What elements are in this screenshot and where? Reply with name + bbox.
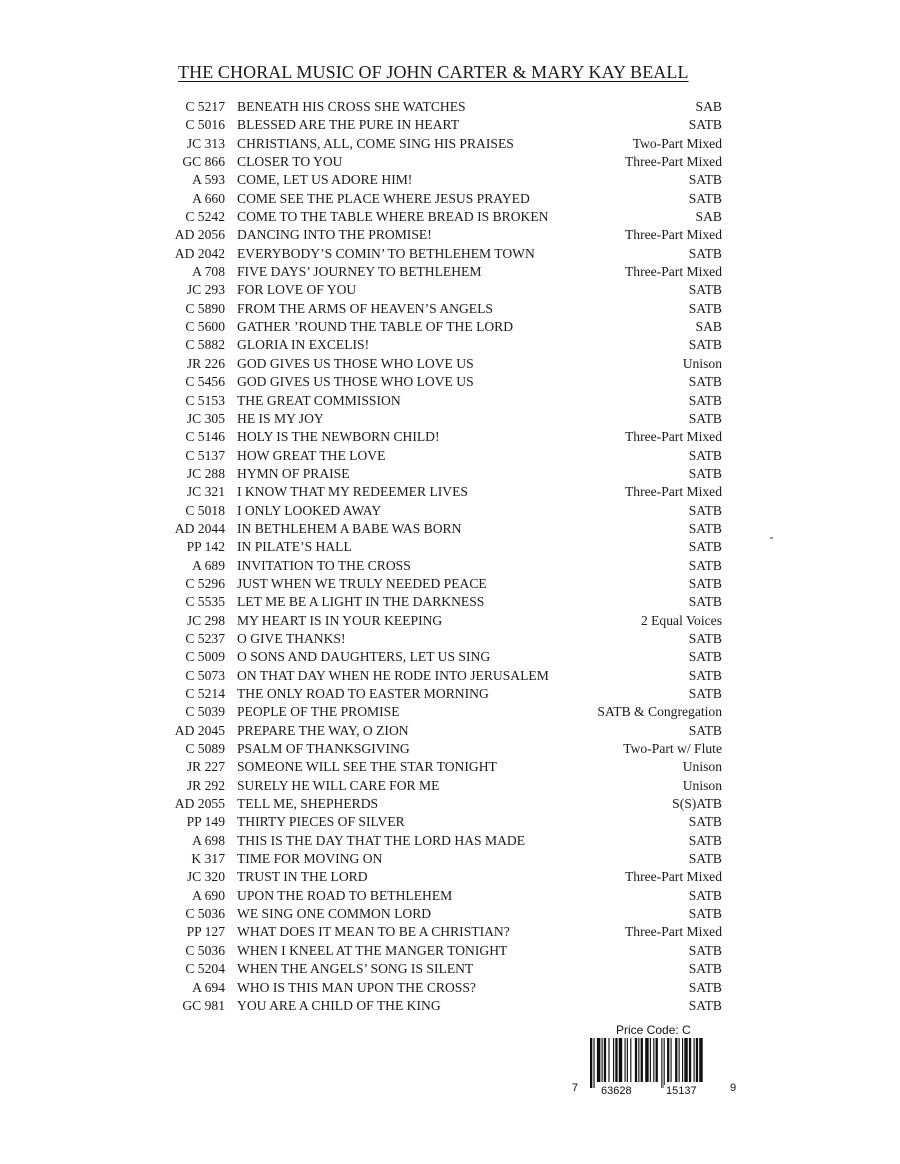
catalog-code: JC 320 — [186, 869, 225, 885]
barcode-bar — [699, 1038, 702, 1082]
barcode-bar — [635, 1038, 637, 1082]
barcode-bar — [638, 1038, 639, 1082]
catalog-code: C 5018 — [185, 502, 225, 518]
catalog-row — [150, 336, 722, 354]
catalog-title: PEOPLE OF THE PROMISE — [237, 704, 400, 720]
barcode-bar — [684, 1038, 687, 1082]
catalog-title: GLORIA IN EXCELIS! — [237, 337, 370, 353]
catalog-title: GOD GIVES US THOSE WHO LOVE US — [237, 374, 474, 390]
catalog-code: C 5039 — [185, 704, 225, 720]
barcode-bar — [590, 1038, 592, 1088]
catalog-code: C 5089 — [185, 741, 225, 757]
catalog-code: PP 142 — [186, 539, 225, 555]
catalog-row — [150, 135, 722, 153]
catalog-title: O SONS AND DAUGHTERS, LET US SING — [237, 649, 491, 665]
catalog-code: A 689 — [192, 557, 225, 573]
catalog-code: JC 298 — [186, 612, 225, 628]
barcode-bar — [667, 1038, 669, 1082]
catalog-title: BLESSED ARE THE PURE IN HEART — [237, 117, 460, 133]
catalog-row — [150, 612, 722, 630]
catalog-code: C 5036 — [185, 906, 225, 922]
catalog-row — [150, 777, 722, 795]
barcode-bar — [613, 1038, 614, 1082]
barcode-bars — [590, 1038, 760, 1088]
catalog-voicing: SATB — [688, 649, 722, 665]
catalog-voicing: SATB — [688, 722, 722, 738]
catalog-row — [150, 648, 722, 666]
catalog-voicing: SATB — [688, 539, 722, 555]
catalog-row — [150, 575, 722, 593]
catalog-code: AD 2055 — [174, 796, 225, 812]
catalog-code: A 708 — [192, 264, 225, 280]
stray-mark — [770, 537, 773, 539]
catalog-title: COME, LET US ADORE HIM! — [237, 172, 413, 188]
catalog-code: PP 127 — [186, 924, 225, 940]
catalog-title: PSALM OF THANKSGIVING — [237, 741, 410, 757]
catalog-title: I KNOW THAT MY REDEEMER LIVES — [237, 484, 468, 500]
catalog-voicing: SATB — [688, 520, 722, 536]
catalog-code: GC 981 — [182, 997, 225, 1013]
catalog-row — [150, 813, 722, 831]
catalog-title: FROM THE ARMS OF HEAVEN’S ANGELS — [237, 300, 493, 316]
catalog-voicing: SATB — [688, 814, 722, 830]
catalog-title: TELL ME, SHEPHERDS — [237, 796, 379, 812]
catalog-row — [150, 758, 722, 776]
catalog-title: HE IS MY JOY — [237, 410, 324, 426]
catalog-title: LET ME BE A LIGHT IN THE DARKNESS — [237, 594, 485, 610]
catalog-row — [150, 392, 722, 410]
catalog-voicing: Two-Part w/ Flute — [623, 741, 722, 757]
catalog-title: MY HEART IS IN YOUR KEEPING — [237, 612, 443, 628]
catalog-voicing: SATB — [688, 906, 722, 922]
catalog-voicing: SATB — [688, 667, 722, 683]
catalog-voicing: SATB — [688, 282, 722, 298]
catalog-voicing: S(S)ATB — [672, 796, 722, 812]
catalog-row — [150, 685, 722, 703]
catalog-code: C 5535 — [185, 594, 225, 610]
page-title: THE CHORAL MUSIC OF JOHN CARTER & MARY KAY BEALL — [178, 62, 689, 82]
catalog-row — [150, 465, 722, 483]
catalog-row — [150, 410, 722, 428]
catalog-code: JC 288 — [186, 465, 225, 481]
catalog-row — [150, 318, 722, 336]
catalog-code: C 5242 — [185, 209, 225, 225]
barcode-right-digits: 15137 — [666, 1085, 697, 1097]
catalog-code: PP 149 — [186, 814, 225, 830]
barcode-bar — [689, 1038, 691, 1082]
catalog-code: C 5009 — [185, 649, 225, 665]
catalog-row — [150, 373, 722, 391]
catalog-title: IN BETHLEHEM A BABE WAS BORN — [237, 520, 462, 536]
catalog-row — [150, 428, 722, 446]
catalog-code: C 5882 — [185, 337, 225, 353]
catalog-title: TIME FOR MOVING ON — [237, 851, 383, 867]
catalog-voicing: Three-Part Mixed — [624, 869, 722, 885]
catalog-row — [150, 153, 722, 171]
catalog-code: C 5146 — [185, 429, 225, 445]
catalog-voicing: SATB — [688, 117, 722, 133]
catalog-code: C 5456 — [185, 374, 225, 390]
catalog-row — [150, 960, 722, 978]
catalog-code: AD 2045 — [174, 722, 225, 738]
catalog-code: C 5600 — [185, 319, 225, 335]
barcode-bar — [593, 1038, 594, 1088]
catalog-code: C 5890 — [185, 300, 225, 316]
catalog-voicing: SATB — [688, 410, 722, 426]
catalog-voicing: SATB — [688, 851, 722, 867]
barcode-bar — [604, 1038, 606, 1082]
barcode-bar — [671, 1038, 672, 1082]
catalog-title: TRUST IN THE LORD — [237, 869, 368, 885]
barcode-bar — [656, 1038, 658, 1082]
catalog-title: EVERYBODY’S COMIN’ TO BETHLEHEM TOWN — [237, 245, 535, 261]
catalog-title: THIS IS THE DAY THAT THE LORD HAS MADE — [237, 832, 526, 848]
catalog-title: HOLY IS THE NEWBORN CHILD! — [237, 429, 440, 445]
catalog-title: DANCING INTO THE PROMISE! — [237, 227, 432, 243]
catalog-code: C 5296 — [185, 575, 225, 591]
catalog-voicing: 2 Equal Voices — [640, 612, 722, 628]
catalog-voicing: Three-Part Mixed — [624, 484, 722, 500]
catalog-row — [150, 593, 722, 611]
barcode-bar — [645, 1038, 648, 1082]
catalog-title: IN PILATE’S HALL — [237, 539, 352, 555]
catalog-voicing: SATB — [688, 557, 722, 573]
catalog-row — [150, 795, 722, 813]
catalog-title: WHEN THE ANGELS’ SONG IS SILENT — [237, 961, 474, 977]
barcode-bar — [661, 1038, 662, 1088]
catalog-row — [150, 483, 722, 501]
catalog-voicing: SATB — [688, 502, 722, 518]
catalog-voicing: Three-Part Mixed — [624, 264, 722, 280]
catalog-voicing: SATB — [688, 942, 722, 958]
catalog-row — [150, 923, 722, 941]
catalog-voicing: SATB — [688, 300, 722, 316]
catalog-voicing: SAB — [695, 99, 722, 114]
catalog-title: WHEN I KNEEL AT THE MANGER TONIGHT — [237, 942, 508, 958]
catalog-title: GOD GIVES US THOSE WHO LOVE US — [237, 355, 474, 371]
catalog-voicing: Three-Part Mixed — [624, 227, 722, 243]
barcode-bar — [602, 1038, 603, 1082]
catalog-code: JC 321 — [186, 484, 225, 500]
catalog-voicing: Unison — [682, 759, 722, 775]
catalog-row — [150, 703, 722, 721]
barcode-bar — [608, 1038, 609, 1082]
catalog-voicing: Three-Part Mixed — [624, 924, 722, 940]
catalog-voicing: Three-Part Mixed — [624, 154, 722, 170]
catalog-code: A 593 — [192, 172, 225, 188]
catalog-voicing: SATB — [688, 686, 722, 701]
catalog-title: INVITATION TO THE CROSS — [237, 557, 411, 573]
catalog-row — [150, 281, 722, 299]
catalog-row — [150, 887, 722, 905]
catalog-code: JR 227 — [186, 759, 225, 775]
catalog-voicing: SATB — [688, 172, 722, 188]
barcode-bar — [694, 1038, 695, 1082]
catalog-voicing: SATB — [688, 447, 722, 463]
catalog-voicing: SAB — [695, 209, 722, 225]
barcode-check-digit: 9 — [730, 1082, 737, 1094]
catalog-code: A 660 — [192, 190, 225, 206]
catalog-title: I ONLY LOOKED AWAY — [237, 502, 382, 518]
catalog-row — [150, 355, 722, 373]
catalog-row — [150, 263, 722, 281]
catalog-code: A 690 — [192, 887, 225, 903]
catalog-voicing: SATB — [688, 575, 722, 591]
catalog-voicing: SATB — [688, 374, 722, 390]
catalog-row — [150, 520, 722, 538]
catalog-title: HOW GREAT THE LOVE — [237, 447, 386, 463]
catalog-code: JR 292 — [186, 777, 225, 793]
catalog-row — [150, 667, 722, 685]
catalog-code: C 5214 — [185, 686, 225, 701]
catalog-voicing: SATB — [688, 979, 722, 995]
catalog-title: HYMN OF PRAISE — [237, 465, 350, 481]
catalog-voicing: SATB — [688, 961, 722, 977]
barcode-bar — [653, 1038, 654, 1082]
catalog-code: C 5036 — [185, 942, 225, 958]
catalog-row — [150, 226, 722, 244]
barcode-bar — [664, 1038, 665, 1088]
catalog-voicing: SATB — [688, 832, 722, 848]
barcode-bar — [615, 1038, 617, 1082]
catalog-row — [150, 190, 722, 208]
catalog-code: AD 2056 — [174, 227, 225, 243]
catalog-voicing: Three-Part Mixed — [624, 429, 722, 445]
catalog-voicing: SATB — [688, 392, 722, 408]
catalog-title: CHRISTIANS, ALL, COME SING HIS PRAISES — [237, 135, 514, 151]
barcode-bar — [650, 1038, 651, 1082]
catalog-code: C 5217 — [185, 99, 225, 114]
catalog-voicing: SATB — [688, 337, 722, 353]
catalog-code: GC 866 — [182, 154, 225, 170]
catalog-voicing: SATB — [688, 997, 722, 1013]
catalog-title: BENEATH HIS CROSS SHE WATCHES — [237, 99, 466, 114]
catalog-row — [150, 245, 722, 263]
catalog-row — [150, 116, 722, 134]
catalog-row — [150, 300, 722, 318]
catalog-title: GATHER ’ROUND THE TABLE OF THE LORD — [237, 319, 514, 335]
catalog-row — [150, 979, 722, 997]
catalog-title: SOMEONE WILL SEE THE STAR TONIGHT — [237, 759, 497, 775]
catalog-voicing: SATB — [688, 245, 722, 261]
catalog-title: THE GREAT COMMISSION — [237, 392, 401, 408]
catalog-row — [150, 942, 722, 960]
catalog-code: C 5137 — [185, 447, 225, 463]
catalog-title: COME TO THE TABLE WHERE BREAD IS BROKEN — [237, 209, 549, 225]
catalog-title: THIRTY PIECES OF SILVER — [237, 814, 405, 830]
catalog-title: FIVE DAYS’ JOURNEY TO BETHLEHEM — [237, 264, 482, 280]
catalog-voicing: Unison — [682, 777, 722, 793]
barcode-bar — [641, 1038, 643, 1082]
catalog-voicing: SATB & Congregation — [597, 704, 722, 720]
catalog-voicing: SATB — [688, 887, 722, 903]
catalog-row — [150, 171, 722, 189]
catalog-row — [150, 722, 722, 740]
catalog-title: PREPARE THE WAY, O ZION — [237, 722, 409, 738]
catalog-voicing: SATB — [688, 465, 722, 481]
catalog-row — [150, 208, 722, 226]
catalog-row — [150, 868, 722, 886]
barcode-left-digits: 63628 — [601, 1085, 632, 1097]
price-code: Price Code: C — [616, 1023, 691, 1037]
barcode-bar — [630, 1038, 631, 1082]
catalog-title: SURELY HE WILL CARE FOR ME — [237, 777, 440, 793]
barcode-bar — [696, 1038, 698, 1082]
catalog-code: JC 313 — [186, 135, 225, 151]
catalog-list — [150, 98, 722, 1015]
catalog-voicing: SAB — [695, 319, 722, 335]
catalog-row — [150, 997, 722, 1015]
catalog-code: AD 2042 — [174, 245, 225, 261]
barcode-bar — [627, 1038, 628, 1082]
barcode-bar — [619, 1038, 622, 1082]
catalog-row — [150, 447, 722, 465]
catalog-title: WE SING ONE COMMON LORD — [237, 906, 432, 922]
catalog-voicing: SATB — [688, 594, 722, 610]
catalog-title: JUST WHEN WE TRULY NEEDED PEACE — [237, 575, 487, 591]
catalog-row — [150, 832, 722, 850]
barcode-lead-digit: 7 — [572, 1082, 579, 1094]
catalog-code: JR 226 — [186, 355, 225, 371]
barcode — [572, 1038, 742, 1100]
catalog-code: C 5237 — [185, 630, 225, 646]
catalog-code: JC 293 — [186, 282, 225, 298]
catalog-code: C 5204 — [185, 961, 225, 977]
catalog-title: UPON THE ROAD TO BETHLEHEM — [237, 887, 453, 903]
barcode-bar — [597, 1038, 600, 1082]
barcode-bar — [675, 1038, 677, 1082]
catalog-row — [150, 557, 722, 575]
catalog-voicing: Two-Part Mixed — [632, 135, 722, 151]
catalog-row — [150, 98, 722, 116]
catalog-voicing: SATB — [688, 630, 722, 646]
catalog-title: YOU ARE A CHILD OF THE KING — [237, 997, 441, 1013]
catalog-row — [150, 502, 722, 520]
catalog-code: C 5153 — [185, 392, 225, 408]
catalog-title: THE ONLY ROAD TO EASTER MORNING — [237, 686, 489, 701]
catalog-title: WHAT DOES IT MEAN TO BE A CHRISTIAN? — [237, 924, 510, 940]
catalog-code: C 5016 — [185, 117, 225, 133]
catalog-row — [150, 905, 722, 923]
catalog-title: O GIVE THANKS! — [237, 630, 346, 646]
catalog-code: K 317 — [191, 851, 225, 867]
catalog-code: A 698 — [192, 832, 225, 848]
catalog-title: ON THAT DAY WHEN HE RODE INTO JERUSALEM — [237, 667, 549, 683]
catalog-code: A 694 — [192, 979, 225, 995]
catalog-row — [150, 538, 722, 556]
catalog-code: AD 2044 — [174, 520, 225, 536]
catalog-code: C 5073 — [185, 667, 225, 683]
barcode-bar — [679, 1038, 680, 1082]
barcode-bar — [625, 1038, 626, 1082]
catalog-title: WHO IS THIS MAN UPON THE CROSS? — [237, 979, 476, 995]
catalog-voicing: SATB — [688, 190, 722, 206]
catalog-title: FOR LOVE OF YOU — [237, 282, 357, 298]
catalog-row — [150, 630, 722, 648]
catalog-code: JC 305 — [186, 410, 225, 426]
catalog-voicing: Unison — [682, 355, 722, 371]
barcode-bar — [682, 1038, 683, 1082]
catalog-title: COME SEE THE PLACE WHERE JESUS PRAYED — [237, 190, 530, 206]
catalog-title: CLOSER TO YOU — [237, 154, 343, 170]
catalog-row — [150, 850, 722, 868]
catalog-row — [150, 740, 722, 758]
